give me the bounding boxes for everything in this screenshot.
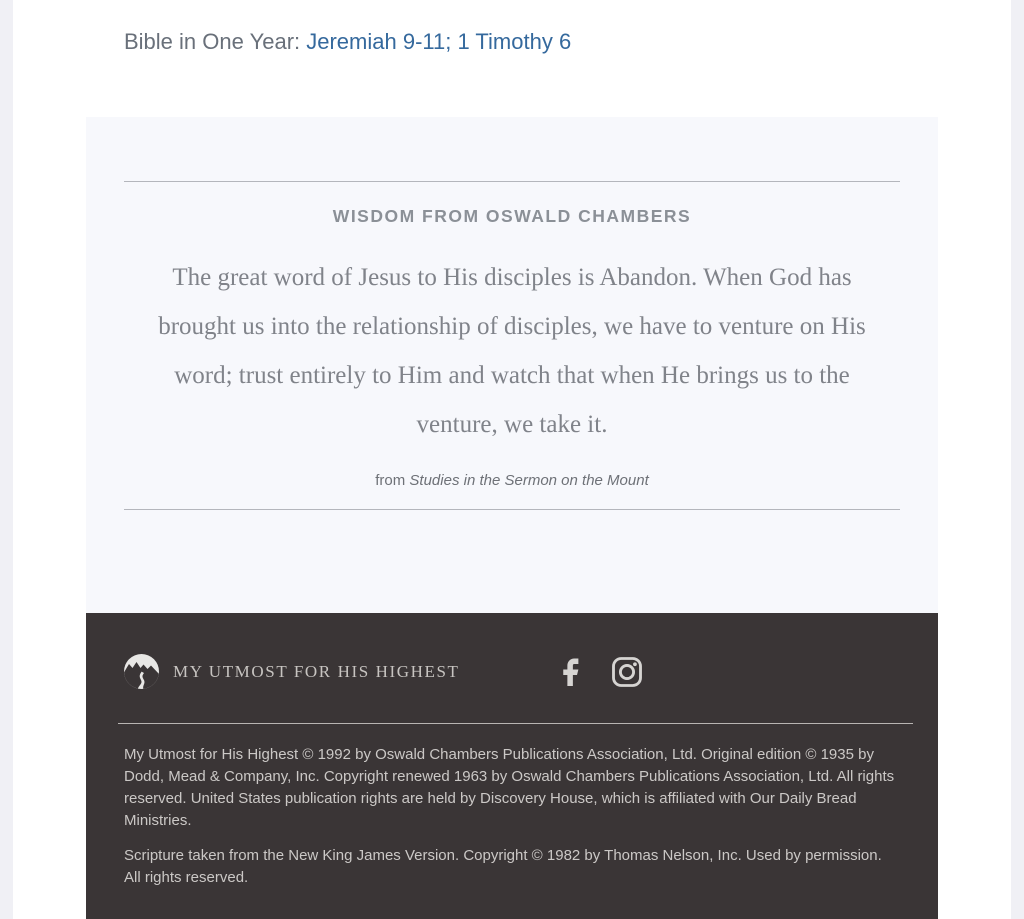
quote-source [86, 471, 938, 491]
card-divider-bottom [124, 509, 900, 510]
copyright-primary: My Utmost for His Highest © 1992 by Oswald Chambers Publications Association, Ltd. Original edition © 1935 by Dodd, Mead & Company, Inc. Copyright renewed 1963 by Oswald Chambers Publications Association, Ltd. All rights reserved. United States publication rights are held by Discovery House, which is affiliated with Our Daily Bread Ministries. [124, 746, 895, 829]
content-column [86, 0, 938, 919]
wisdom-card [86, 117, 938, 613]
footer-brand-row [86, 613, 938, 690]
social-icons [555, 654, 645, 690]
instagram-icon[interactable] [609, 654, 645, 690]
card-divider-top [124, 181, 900, 182]
bible-in-one-year-label: Bible in One Year: [124, 29, 307, 54]
bible-in-one-year-line [86, 0, 938, 55]
bible-reading-link[interactable]: Jeremiah 9-11; 1 Timothy 6 [306, 29, 572, 54]
quote-source-prefix: from [375, 472, 410, 489]
wisdom-heading: WISDOM FROM OSWALD CHAMBERS [332, 206, 692, 226]
copyright-scripture: Scripture taken from the New King James Version. Copyright © 1982 by Thomas Nelson, Inc. Used by permission. All rights reserved. [124, 847, 882, 886]
oswald-chambers-quote: The great word of Jesus to His disciples is Abandon. When God has brought us into the relationship of disciples, we have to venture on His word; trust entirely to Him and watch that when He brings us to the venture, we take it. [158, 264, 866, 438]
page-gutter-left [0, 0, 13, 919]
quote-source-title: Studies in the Sermon on the Mount [409, 472, 649, 489]
brand-name: MY UTMOST FOR HIS HIGHEST [173, 661, 460, 681]
page-gutter-right [1011, 0, 1024, 919]
mountain-path-logo-icon [123, 653, 160, 690]
site-footer [86, 613, 938, 919]
facebook-icon[interactable] [555, 654, 588, 689]
